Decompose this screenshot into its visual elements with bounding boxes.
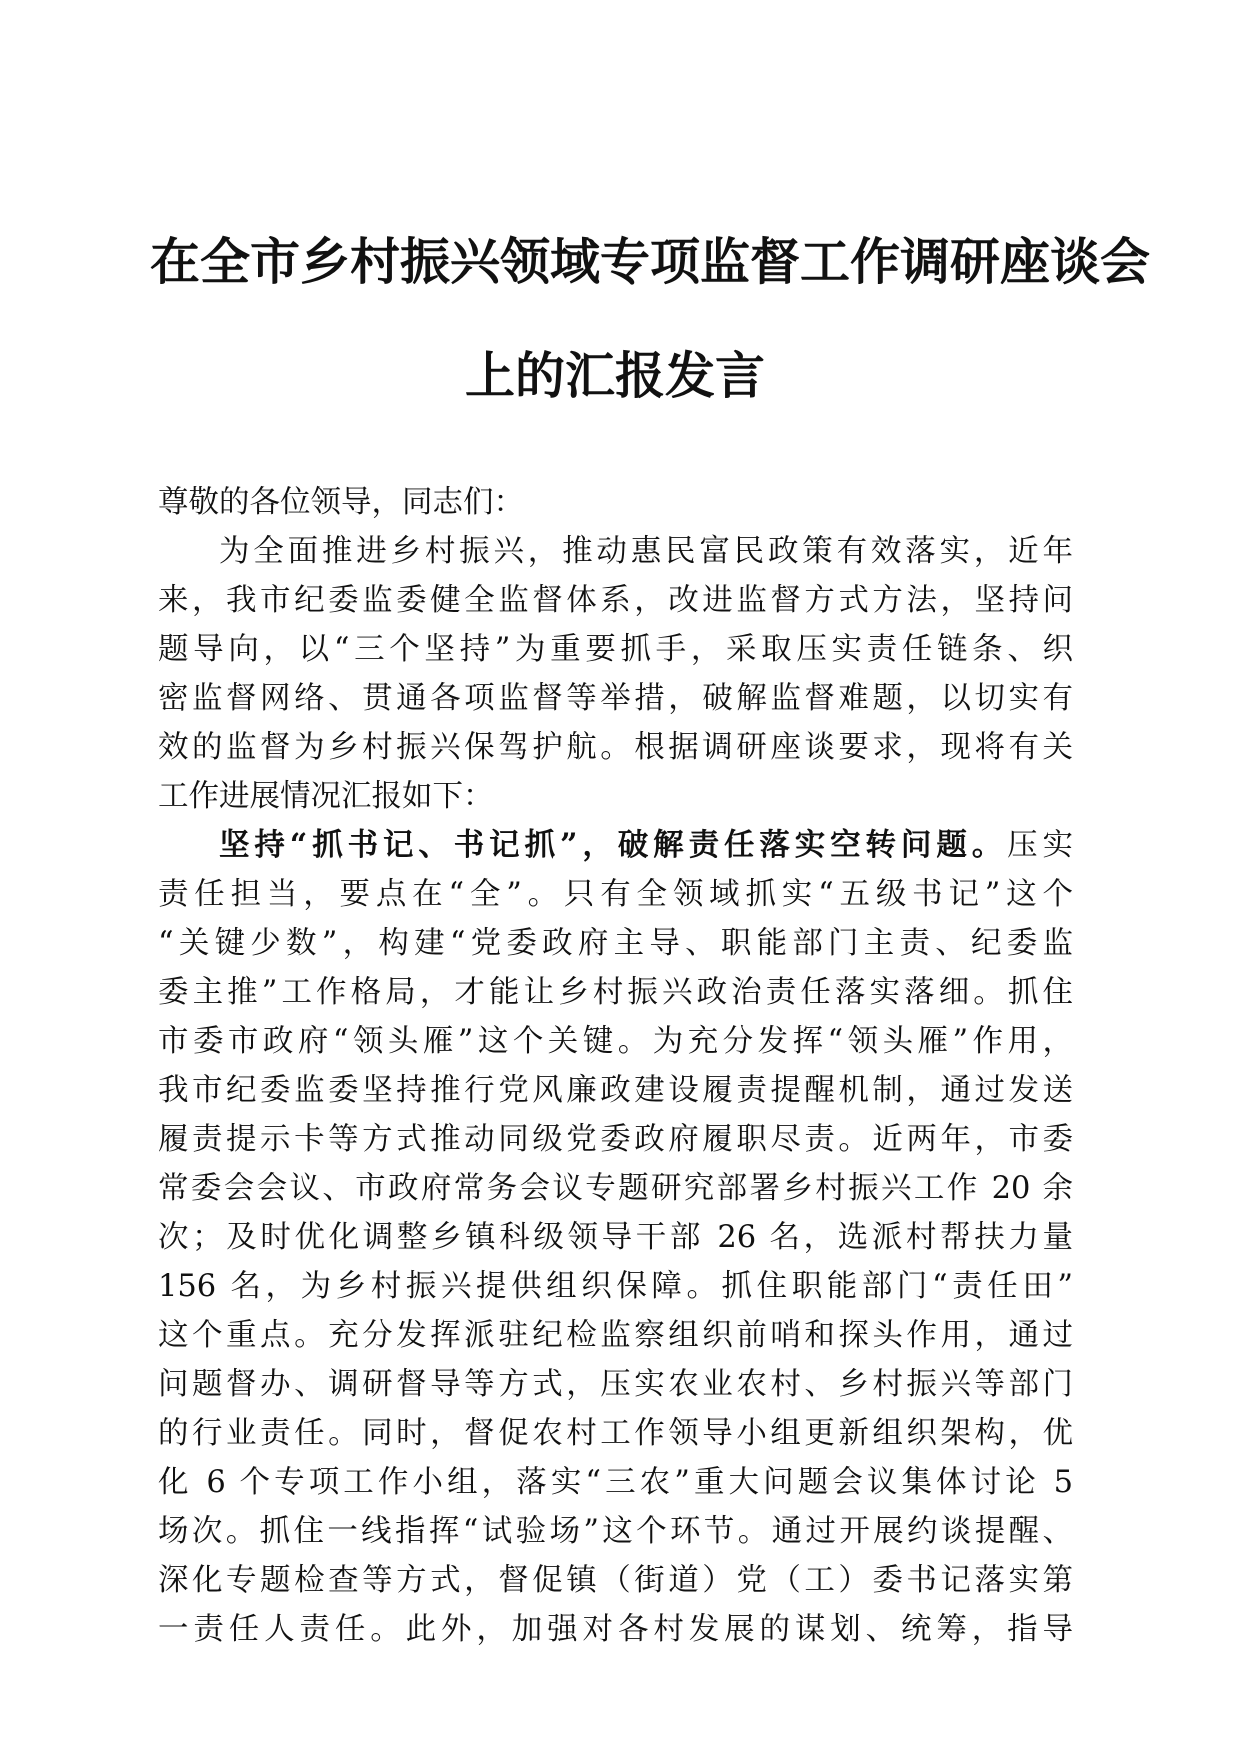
paragraph-2-first-line-text: 压实 [1007,828,1074,863]
document-body [158,478,1073,1654]
paragraph-1-line: 来，我市纪委监委健全监督体系，改进监督方式方法，坚持问 [158,583,1073,618]
paragraph-2-line: 场次。抓住一线指挥“试验场”这个环节。通过开展约谈提醒、 [158,1514,1073,1549]
paragraph-1-line: 工作进展情况汇报如下： [158,779,494,814]
paragraph-2-line: 履责提示卡等方式推动同级党委政府履职尽责。近两年，市委 [158,1122,1073,1157]
paragraph-2-line: “关键少数”，构建“党委政府主导、职能部门主责、纪委监 [158,926,1073,961]
paragraph-2-line: 156 名，为乡村振兴提供组织保障。抓住职能部门“责任田” [158,1269,1073,1304]
salutation: 尊敬的各位领导，同志们： [158,485,524,520]
paragraph-1-line: 效的监督为乡村振兴保驾护航。根据调研座谈要求，现将有关 [158,730,1073,765]
paragraph-2-line: 问题督办、调研督导等方式，压实农业农村、乡村振兴等部门 [158,1367,1073,1402]
paragraph-2-line: 化 6 个专项工作小组，落实“三农”重大问题会议集体讨论 5 [158,1465,1073,1500]
paragraph-2-heading: 坚持“抓书记、书记抓”，破解责任落实空转问题。 [219,827,1008,863]
document-title-line-1: 在全市乡村振兴领域专项监督工作调研座谈会 [150,232,1150,291]
paragraph-2-line: 责任担当，要点在“全”。只有全领域抓实“五级书记”这个 [158,877,1073,912]
paragraph-1-line: 密监督网络、贯通各项监督等举措，破解监督难题，以切实有 [158,681,1073,716]
paragraph-1-line: 为全面推进乡村振兴，推动惠民富民政策有效落实，近年 [219,534,1073,569]
paragraph-2-line: 市委市政府“领头雁”这个关键。为充分发挥“领头雁”作用， [158,1024,1073,1059]
paragraph-2-line: 深化专题检查等方式，督促镇（街道）党（工）委书记落实第 [158,1563,1073,1598]
paragraph-2-line: 常委会会议、市政府常务会议专题研究部署乡村振兴工作 20 余 [158,1171,1073,1206]
paragraph-2-line: 一责任人责任。此外，加强对各村发展的谋划、统筹，指导 [158,1612,1073,1647]
document-title-line-2: 上的汇报发言 [465,346,765,405]
paragraph-1-line: 题导向，以“三个坚持”为重要抓手，采取压实责任链条、织 [158,632,1073,667]
paragraph-2-line: 这个重点。充分发挥派驻纪检监察组织前哨和探头作用，通过 [158,1318,1073,1353]
paragraph-2-line: 我市纪委监委坚持推行党风廉政建设履责提醒机制，通过发送 [158,1073,1073,1108]
paragraph-2-line: 委主推”工作格局，才能让乡村振兴政治责任落实落细。抓住 [158,975,1073,1010]
paragraph-2-line: 次；及时优化调整乡镇科级领导干部 26 名，选派村帮扶力量 [158,1220,1073,1255]
paragraph-2-line: 的行业责任。同时，督促农村工作领导小组更新组织架构，优 [158,1416,1073,1451]
paragraph-2-first-line [158,821,1073,870]
